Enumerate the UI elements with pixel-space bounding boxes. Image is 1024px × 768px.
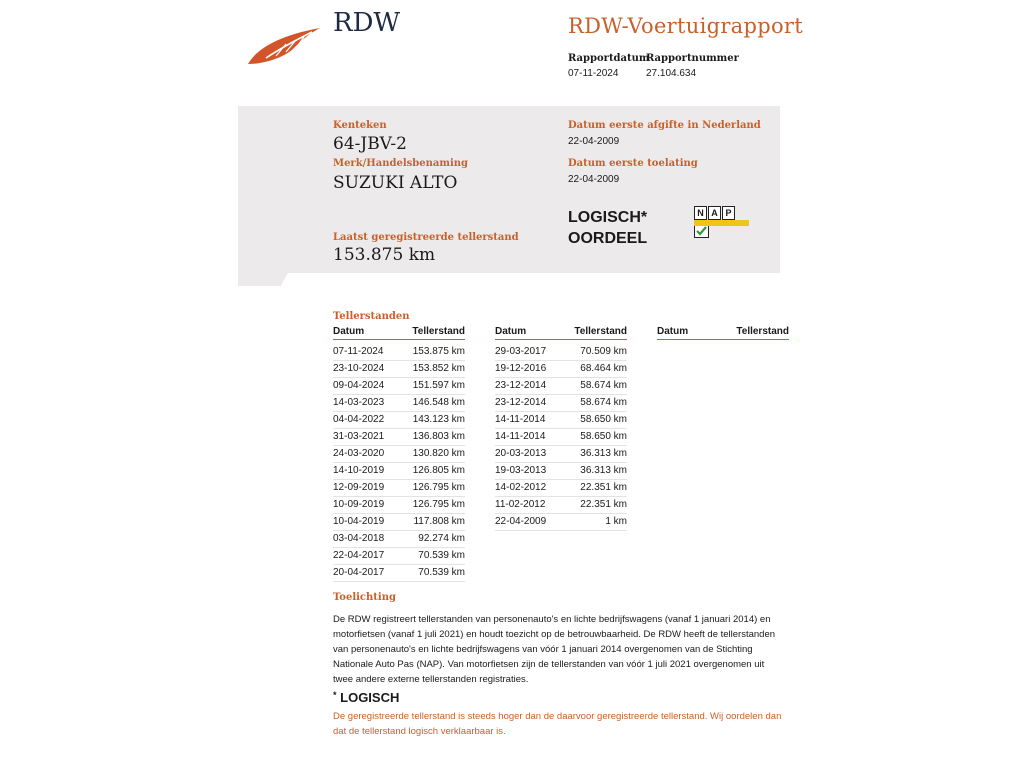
logisch-text: De geregistreerde tellerstand is steeds hoger dan de daarvoor geregistreerde tellerstand. Wij oordelen dan dat de tellerstand logisch verklaarbaar is. <box>333 711 782 737</box>
row-datum: 12-09-2019 <box>333 482 385 493</box>
table-header <box>333 326 465 340</box>
toelating-value: 22-04-2009 <box>568 174 620 185</box>
verdict <box>568 207 647 249</box>
row-datum: 14-11-2014 <box>495 431 546 442</box>
toelichting-title: Toelichting <box>333 592 396 603</box>
table-header <box>657 326 789 340</box>
table-row <box>495 412 627 429</box>
row-tellerstand: 70.509 km <box>580 346 627 357</box>
row-datum: 14-11-2014 <box>495 414 546 425</box>
row-tellerstand: 68.464 km <box>580 363 627 374</box>
table-row <box>495 395 627 412</box>
col-tellerstand-header: Tellerstand <box>412 326 465 337</box>
row-datum: 22-04-2009 <box>495 516 547 527</box>
logisch-heading <box>333 690 399 705</box>
row-datum: 23-12-2014 <box>495 380 547 391</box>
nap-letter-p: P <box>722 206 735 220</box>
row-datum: 29-03-2017 <box>495 346 547 357</box>
col-datum-header: Datum <box>333 326 365 337</box>
col-datum-header: Datum <box>657 326 689 337</box>
teller-label: Laatst geregistreerde tellerstand <box>333 232 519 243</box>
row-tellerstand: 126.795 km <box>412 482 465 493</box>
row-datum: 10-04-2019 <box>333 516 385 527</box>
table-header <box>495 326 627 340</box>
row-tellerstand: 126.805 km <box>412 465 465 476</box>
table-row <box>495 497 627 514</box>
table-row <box>333 463 465 480</box>
table-row <box>333 514 465 531</box>
toelating-label: Datum eerste toelating <box>568 158 698 169</box>
row-tellerstand: 136.803 km <box>412 431 465 442</box>
row-datum: 20-04-2017 <box>333 567 385 578</box>
row-tellerstand: 58.650 km <box>580 431 627 442</box>
row-tellerstand: 117.808 km <box>413 516 465 527</box>
rapportdatum-value: 07-11-2024 <box>568 68 619 79</box>
vehicle-panel-tab <box>238 273 288 286</box>
rapportnummer-label: Rapportnummer <box>646 53 739 64</box>
row-tellerstand: 126.795 km <box>412 499 465 510</box>
afgifte-value: 22-04-2009 <box>568 136 620 147</box>
table-row <box>333 480 465 497</box>
table-row <box>333 446 465 463</box>
row-tellerstand: 36.313 km <box>580 465 627 476</box>
nap-letter-n: N <box>694 206 707 220</box>
teller-value: 153.875 km <box>333 245 436 265</box>
row-datum: 23-10-2024 <box>333 363 385 374</box>
table-row <box>495 514 627 531</box>
vehicle-panel <box>238 106 780 273</box>
row-datum: 07-11-2024 <box>333 346 384 357</box>
row-tellerstand: 92.274 km <box>418 533 465 544</box>
tellerstanden-column-2 <box>495 326 627 531</box>
row-tellerstand: 22.351 km <box>580 499 627 510</box>
row-datum: 19-12-2016 <box>495 363 547 374</box>
nap-check-icon <box>694 224 709 238</box>
row-datum: 03-04-2018 <box>333 533 385 544</box>
table-row <box>495 446 627 463</box>
table-row <box>333 429 465 446</box>
row-tellerstand: 153.852 km <box>412 363 465 374</box>
verdict-line2: OORDEEL <box>568 230 648 247</box>
merk-label: Merk/Handelsbenaming <box>333 158 469 169</box>
report-title: RDW-Voertuigrapport <box>568 14 804 38</box>
row-datum: 10-09-2019 <box>333 499 385 510</box>
row-datum: 23-12-2014 <box>495 397 547 408</box>
row-datum: 14-03-2023 <box>333 397 385 408</box>
table-row <box>495 463 627 480</box>
row-tellerstand: 22.351 km <box>580 482 627 493</box>
col-datum-header: Datum <box>495 326 527 337</box>
table-row <box>333 361 465 378</box>
kenteken-value: 64-JBV-2 <box>333 134 407 154</box>
row-tellerstand: 58.674 km <box>580 380 627 391</box>
toelichting-text: De RDW registreert tellerstanden van personenauto's en lichte bedrijfswagens (vanaf 1 januari 2014) en motorfietsen (vanaf 1 juli 2021) en houdt toezicht op de betrouwbaarheid. De RDW heeft de tellerstanden van personenauto's en lichte bedrijfswagens van vóór 1 januari 2014 overgenomen van de Stichting Nationale Auto Pas (NAP). Van motorfietsen zijn de tellerstanden van vóór 1 juli 2021 overgenomen uit twee andere externe tellerstanden registraties. <box>333 614 776 685</box>
nap-letter-a: A <box>708 206 721 220</box>
row-tellerstand: 146.548 km <box>412 397 465 408</box>
table-row <box>333 378 465 395</box>
table-row <box>333 344 465 361</box>
col-tellerstand-header: Tellerstand <box>574 326 627 337</box>
table-row <box>495 344 627 361</box>
table-row <box>495 429 627 446</box>
row-tellerstand: 36.313 km <box>580 448 627 459</box>
table-row <box>333 565 465 582</box>
row-datum: 24-03-2020 <box>333 448 385 459</box>
tellerstanden-title: Tellerstanden <box>333 311 410 322</box>
table-row <box>333 412 465 429</box>
row-datum: 14-10-2019 <box>333 465 385 476</box>
row-datum: 09-04-2024 <box>333 380 385 391</box>
table-rows <box>495 344 627 531</box>
nap-yellow-bar <box>694 220 749 226</box>
table-row <box>333 395 465 412</box>
kenteken-label: Kenteken <box>333 120 387 131</box>
row-tellerstand: 153.875 km <box>412 346 465 357</box>
rdw-logo-icon <box>246 22 324 66</box>
table-row <box>333 531 465 548</box>
tellerstanden-column-3 <box>657 326 789 344</box>
col-tellerstand-header: Tellerstand <box>736 326 789 337</box>
afgifte-label: Datum eerste afgifte in Nederland <box>568 120 761 131</box>
rapportnummer-value: 27.104.634 <box>646 68 697 79</box>
verdict-line1: LOGISCH* <box>568 209 648 226</box>
table-row <box>495 480 627 497</box>
row-tellerstand: 70.539 km <box>418 567 465 578</box>
table-row <box>495 378 627 395</box>
row-datum: 20-03-2013 <box>495 448 547 459</box>
row-tellerstand: 130.820 km <box>412 448 465 459</box>
row-datum: 19-03-2013 <box>495 465 547 476</box>
row-datum: 31-03-2021 <box>333 431 385 442</box>
row-tellerstand: 70.539 km <box>418 550 465 561</box>
merk-value: SUZUKI ALTO <box>333 173 458 193</box>
row-datum: 04-04-2022 <box>333 414 385 425</box>
row-datum: 11-02-2012 <box>495 499 546 510</box>
table-rows <box>333 344 465 582</box>
rapportdatum-label: Rapportdatum <box>568 53 650 64</box>
brand-name: RDW <box>333 8 401 38</box>
row-tellerstand: 58.650 km <box>580 414 627 425</box>
row-tellerstand: 151.597 km <box>412 380 465 391</box>
table-row <box>333 497 465 514</box>
table-row <box>333 548 465 565</box>
logisch-title: LOGISCH <box>340 690 400 705</box>
row-tellerstand: 58.674 km <box>580 397 627 408</box>
row-tellerstand: 1 km <box>605 516 627 527</box>
nap-badge <box>694 206 749 226</box>
table-row <box>495 361 627 378</box>
row-datum: 14-02-2012 <box>495 482 547 493</box>
row-datum: 22-04-2017 <box>333 550 385 561</box>
logisch-star: * <box>333 690 337 700</box>
tellerstanden-column-1 <box>333 326 465 582</box>
row-tellerstand: 143.123 km <box>412 414 465 425</box>
